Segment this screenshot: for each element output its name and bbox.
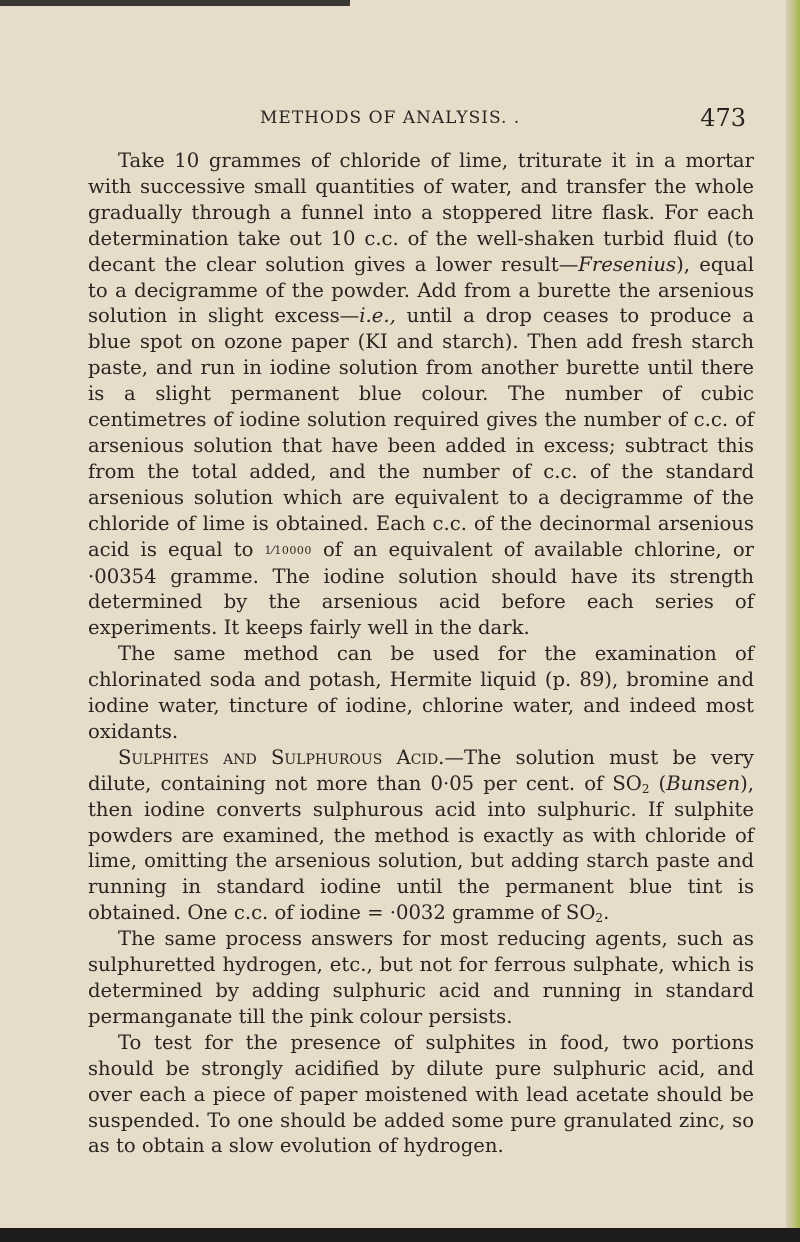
page-number: 473 [700, 104, 746, 132]
fraction: 1⁄10000 [264, 543, 312, 557]
running-head: METHODS OF ANALYSIS. . [260, 108, 521, 128]
paragraph-other-oxidants: The same method can be used for the examination of chlorinated soda and potash, Hermite liquid (p. 89), bromine and iodine water, tincture of iodine, chlorine water, and indeed most oxidants. [88, 642, 754, 743]
citation-bunsen: Bunsen [666, 771, 741, 795]
paragraph-chloride-of-lime: Take 10 grammes of chloride of lime, triturate it in a mortar with successive small quantities of water, and transfer the whole gradually through a funnel into a stoppered litre flask. For each determination take out 10 c.c. of the well-shaken turbid fluid (to decant the clear solution gives a lower result—Fresenius), equal to a decigramme of the powder. Add from a burette the arsenious solution in slight excess—i.e., until a drop ceases to produce a blue spot on ozone paper (KI and starch). Then add fresh starch paste, and run in iodine solution from another burette until there is a slight permanent blue colour. The number of cubic centimetres of iodine solution required gives the number of c.c. of arsenious solution that have been added in excess; subtract this from the total added, and the number of c.c. of the standard arsenious solution which are equivalent to a decigramme of the chloride of lime is obtained. Each c.c. of the decinormal arsenious acid is equal to 1⁄10000 of an equivalent of available chlorine, or ·00354 gramme. The iodine solution should have its strength determined by the arsenious acid before each series of experiments. It keeps fairly well in the dark. [88, 149, 755, 640]
section-heading: Sulphites and Sulphurous Acid. [118, 745, 445, 769]
abbrev-ie: i.e., [359, 304, 396, 328]
paragraph-reducing-agents: The same process answers for most reducing agents, such as sulphuretted hydrogen, etc., but not for ferrous sulphate, which is determined by adding sulphuric acid and running in standard permanganate till the pink colour persists. [88, 927, 754, 1028]
page-header [88, 104, 756, 138]
top-rule [0, 0, 350, 6]
bottom-rule [0, 1228, 800, 1242]
citation-fresenius: Fresenius [578, 252, 677, 276]
page-edge [786, 0, 800, 1242]
paragraph-sulphites: Sulphites and Sulphurous Acid.—The solution must be very dilute, containing not more than 0·05 per cent. of $SO_2$ (Bunsen), then iodine converts sulphurous acid into sulphuric. If sulphite powders are examined, the method is exactly as with chloride of lime, omitting the arsenious solution, but adding starch paste and running in standard iodine until the permanent blue tint is obtained. One c.c. of iodine = ·0032 gramme of $SO_2$. [88, 745, 754, 926]
paragraph-sulphites-in-food: To test for the presence of sulphites in food, two portions should be strongly acidified by dilute pure sulphuric acid, and over each a piece of paper moistened with lead acetate should be suspended. To one should be added some pure granulated zinc, so as to obtain a slow evolution of hydrogen. [88, 1030, 754, 1158]
body-text [88, 148, 754, 1159]
